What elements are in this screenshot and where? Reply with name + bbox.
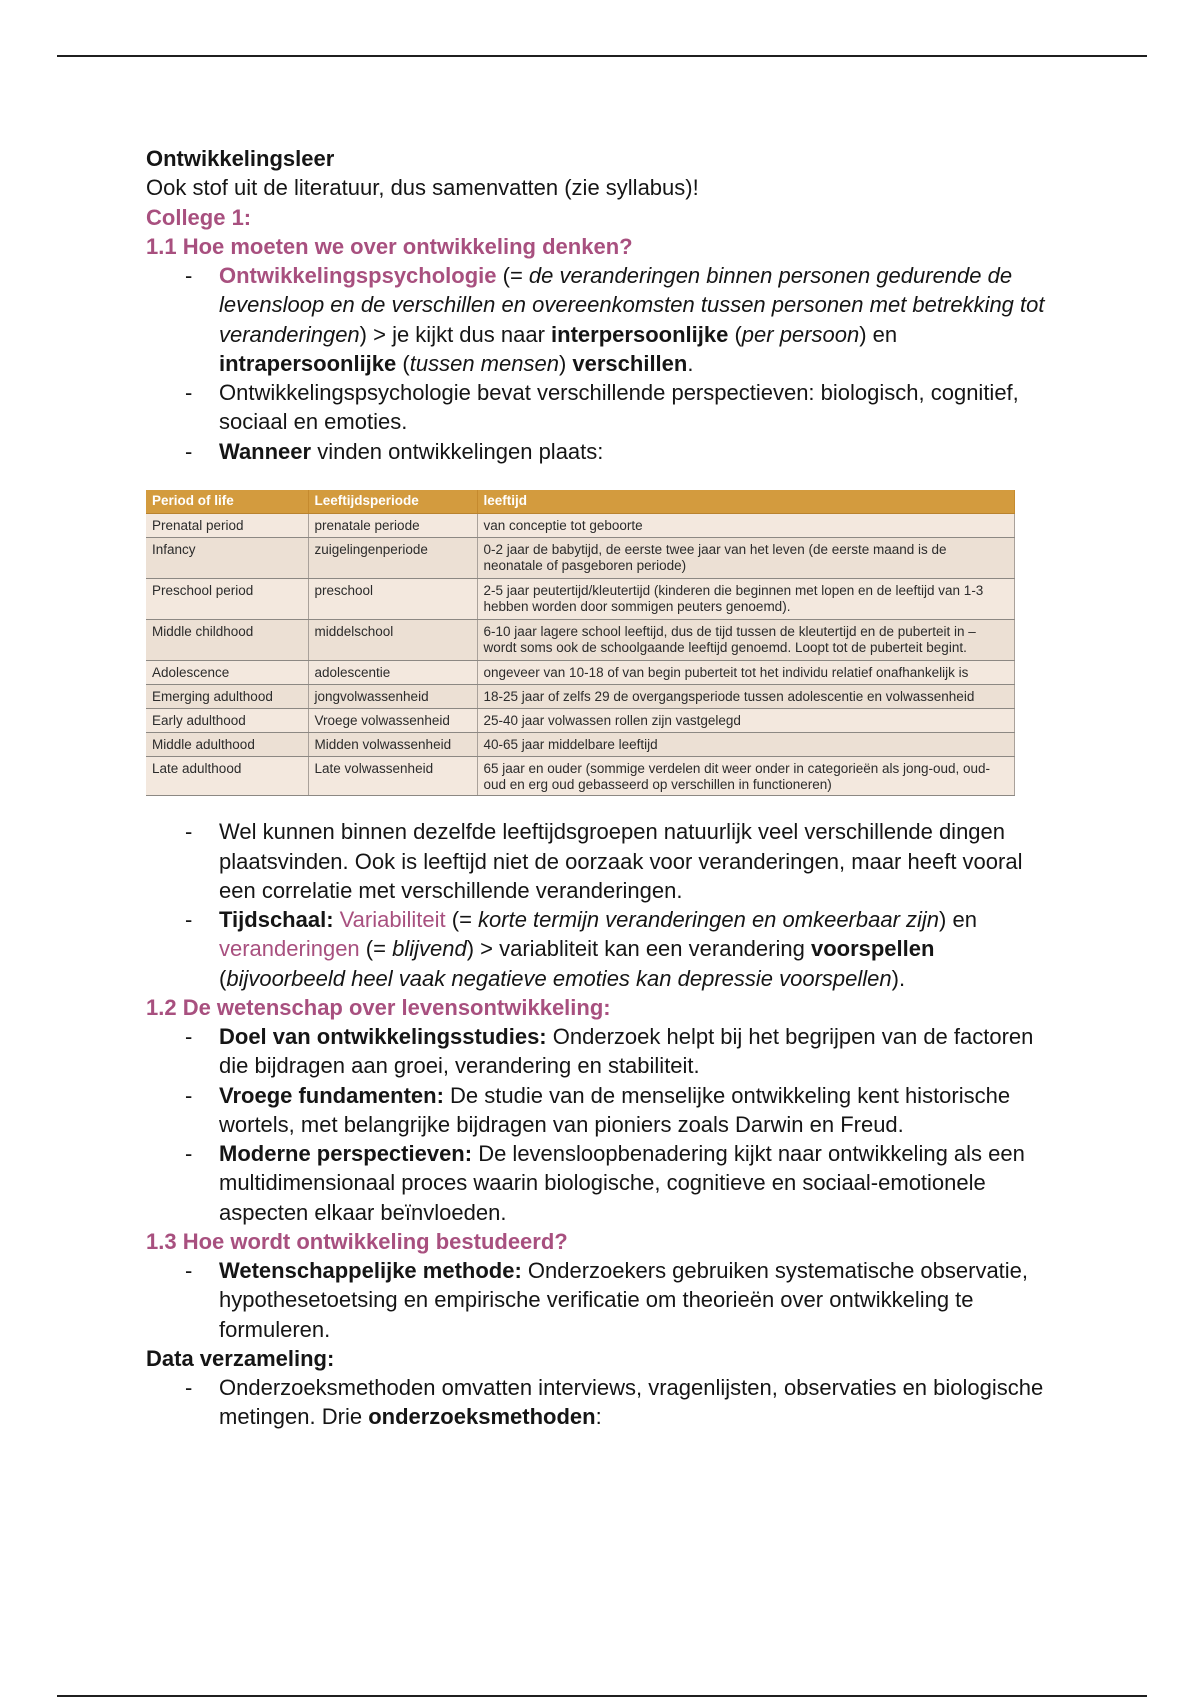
table-cell: 6-10 jaar lagere school leeftijd, dus de tijd tussen de kleutertijd en de puberteit in – wordt soms ook de schoolgaande leeftijd genoemd. Loopt tot de puberteit begint.: [477, 620, 1014, 661]
table-cell: Infancy: [146, 538, 308, 579]
bullet-marker: -: [185, 1082, 193, 1108]
bullet-list-1-3: [146, 1256, 1058, 1344]
text-run: ) > variabliteit kan een verandering: [466, 936, 811, 962]
table-row: [146, 514, 1014, 538]
accent-term: Ontwikkelingspsychologie: [219, 263, 497, 288]
document-body: [146, 144, 1058, 1432]
table-cell: Prenatal period: [146, 514, 308, 538]
table-cell: adolescentie: [308, 661, 477, 685]
table-cell: Late volwassenheid: [308, 757, 477, 796]
bullet-list-1-1: [146, 261, 1058, 466]
table-cell: zuigelingenperiode: [308, 538, 477, 579]
text-run: (: [396, 350, 410, 376]
list-item: [185, 817, 1058, 905]
bullet-marker: -: [185, 380, 193, 405]
italic-definition: korte termijn veranderingen en omkeerbaar zijn: [478, 907, 940, 932]
table-cell: van conceptie tot geboorte: [477, 514, 1014, 538]
text-run: Onderzoek helpt bij het begrijpen van de factoren die bijdragen aan groei, verandering en stabiliteit.: [219, 1024, 1034, 1079]
italic-definition: blijvend: [392, 936, 467, 962]
table-row: [146, 685, 1014, 709]
section-heading-1-2: 1.2 De wetenschap over levensontwikkeling:: [146, 994, 611, 1020]
text-run: ) en: [939, 907, 977, 932]
list-item: [185, 437, 1058, 466]
text-run: Wel kunnen binnen dezelfde leeftijdsgroepen natuurlijk veel verschillende dingen plaatsvinden. Ook is leeftijd niet de oorzaak voor veranderingen, maar heeft vooral een correlatie met verschillende veranderingen.: [219, 819, 1023, 903]
table-row: [146, 733, 1014, 757]
table-cell: 25-40 jaar volwassen rollen zijn vastgelegd: [477, 709, 1014, 733]
intro-text: Ook stof uit de literatuur, dus samenvatten (zie syllabus)!: [146, 175, 699, 201]
bullet-list-data-collection: [146, 1373, 1058, 1432]
college-heading: College 1:: [146, 204, 252, 230]
bullet-marker: -: [185, 819, 193, 845]
text-run: ): [558, 350, 573, 376]
bullet-marker: -: [185, 1141, 193, 1166]
bold-term: Doel van ontwikkelingsstudies:: [219, 1024, 547, 1049]
table-cell: jongvolwassenheid: [308, 685, 477, 709]
bold-term: Tijdschaal:: [219, 907, 340, 932]
table-cell: prenatale periode: [308, 514, 477, 538]
table-cell: Vroege volwassenheid: [308, 709, 477, 733]
bullet-list-1-2: [146, 1022, 1058, 1227]
section-heading-1-3: 1.3 Hoe wordt ontwikkeling bestudeerd?: [146, 1228, 568, 1254]
table-row: [146, 709, 1014, 733]
page-top-rule: [57, 55, 1147, 57]
table-row: [146, 757, 1014, 796]
text-run: Onderzoekers gebruiken systematische observatie, hypothesetoetsing en empirische verificatie om theorieën over ontwikkeling te formuleren.: [219, 1258, 1029, 1342]
text-run: (: [219, 965, 227, 991]
bullet-marker: -: [185, 438, 193, 464]
text-run: .: [687, 350, 694, 376]
bullet-marker: -: [185, 263, 193, 288]
bold-term: verschillen: [572, 350, 688, 376]
table-cell: 18-25 jaar of zelfs 29 de overgangsperiode tussen adolescentie en volwassenheid: [477, 685, 1014, 709]
italic-note: bijvoorbeeld heel vaak negatieve emoties kan depressie voorspellen: [226, 965, 892, 991]
table-cell: ongeveer van 10-18 of van begin puberteit tot het individu relatief onafhankelijk is: [477, 661, 1014, 685]
table-cell: 65 jaar en ouder (sommige verdelen dit weer onder in categorieën als jong-oud, oud-oud en erg oud gebasseerd op verschillen in functioneren): [477, 757, 1014, 796]
table-cell: Late adulthood: [146, 757, 308, 796]
text-run: ) en: [859, 321, 898, 347]
page-title: Ontwikkelingsleer: [146, 146, 335, 171]
table-row: [146, 538, 1014, 579]
text-run: (=: [445, 907, 479, 932]
text-run: (=: [496, 263, 529, 288]
bold-term: interpersoonlijke: [551, 321, 729, 347]
bold-term: Moderne perspectieven:: [219, 1141, 473, 1166]
text-run: (=: [359, 936, 393, 962]
page-bottom-rule: [57, 1695, 1147, 1697]
list-item: [185, 261, 1058, 378]
italic-note: tussen mensen: [409, 350, 559, 376]
accent-term: veranderingen: [219, 936, 360, 962]
accent-term: Variabiliteit: [339, 907, 446, 932]
italic-definition: de veranderingen binnen personen gedurende de levensloop en de verschillen en overeenkomsten tussen personen met betrekking tot veranderingen: [219, 263, 1045, 347]
table-header-cell: leeftijd: [477, 490, 1014, 514]
text-run: (: [728, 321, 742, 347]
bold-term: Vroege fundamenten:: [219, 1082, 444, 1108]
table-cell: Adolescence: [146, 661, 308, 685]
table-cell: preschool: [308, 579, 477, 620]
table-header-cell: Leeftijdsperiode: [308, 490, 477, 514]
table-cell: Middle adulthood: [146, 733, 308, 757]
text-run: ).: [891, 965, 906, 991]
table-cell: 2-5 jaar peutertijd/kleutertijd (kinderen die beginnen met lopen en de leeftijd van 1-3 hebben worden door sommigen peuters genoemd).: [477, 579, 1014, 620]
table-row: [146, 620, 1014, 661]
table-row: [146, 579, 1014, 620]
list-item: [185, 378, 1058, 437]
text-run: vinden ontwikkelingen plaats:: [311, 438, 604, 464]
text-run: :: [595, 1404, 602, 1430]
table-cell: Midden volwassenheid: [308, 733, 477, 757]
text-run: De studie van de menselijke ontwikkeling kent historische wortels, met belangrijke bijdragen van pioniers zoals Darwin en Freud.: [219, 1082, 1011, 1137]
bold-term: Wanneer: [219, 438, 312, 464]
bullet-list-1-1-continued: [146, 817, 1058, 993]
bold-term: voorspellen: [810, 936, 935, 962]
table-cell: Preschool period: [146, 579, 308, 620]
section-heading-1-1: 1.1 Hoe moeten we over ontwikkeling denken?: [146, 233, 633, 259]
table-row: [146, 661, 1014, 685]
bullet-marker: -: [185, 1258, 193, 1283]
list-item: [185, 905, 1058, 993]
italic-note: per persoon: [741, 321, 860, 347]
bullet-marker: -: [185, 907, 193, 932]
list-item: [185, 1256, 1058, 1344]
table-cell: Emerging adulthood: [146, 685, 308, 709]
bullet-marker: -: [185, 1024, 193, 1049]
bullet-marker: -: [185, 1375, 193, 1400]
list-item: [185, 1373, 1058, 1432]
table-cell: middelschool: [308, 620, 477, 661]
table-header-row: [146, 490, 1014, 514]
text-run: De levensloopbenadering kijkt naar ontwikkeling als een multidimensionaal proces waarin biologische, cognitieve en sociaal-emotionele aspecten elkaar beïnvloeden.: [219, 1141, 1025, 1225]
age-periods-table: [146, 490, 1015, 797]
bold-term: intrapersoonlijke: [219, 350, 397, 376]
table-cell: 0-2 jaar de babytijd, de eerste twee jaar van het leven (de eerste maand is de neonatale of pasgeboren periode): [477, 538, 1014, 579]
table-cell: 40-65 jaar middelbare leeftijd: [477, 733, 1014, 757]
text-run: ) > je kijkt dus naar: [359, 321, 552, 347]
text-run: Ontwikkelingspsychologie bevat verschillende perspectieven: biologisch, cognitief, sociaal en emoties.: [219, 380, 1019, 435]
table-header-cell: Period of life: [146, 490, 308, 514]
list-item: [185, 1022, 1058, 1081]
data-collection-heading: Data verzameling:: [146, 1345, 335, 1371]
list-item: [185, 1081, 1058, 1140]
bold-term: onderzoeksmethoden: [368, 1404, 596, 1430]
bold-term: Wetenschappelijke methode:: [219, 1258, 522, 1283]
list-item: [185, 1139, 1058, 1227]
text-run: Onderzoeksmethoden omvatten interviews, vragenlijsten, observaties en biologische metingen. Drie: [219, 1375, 1044, 1430]
table-cell: Early adulthood: [146, 709, 308, 733]
table-cell: Middle childhood: [146, 620, 308, 661]
